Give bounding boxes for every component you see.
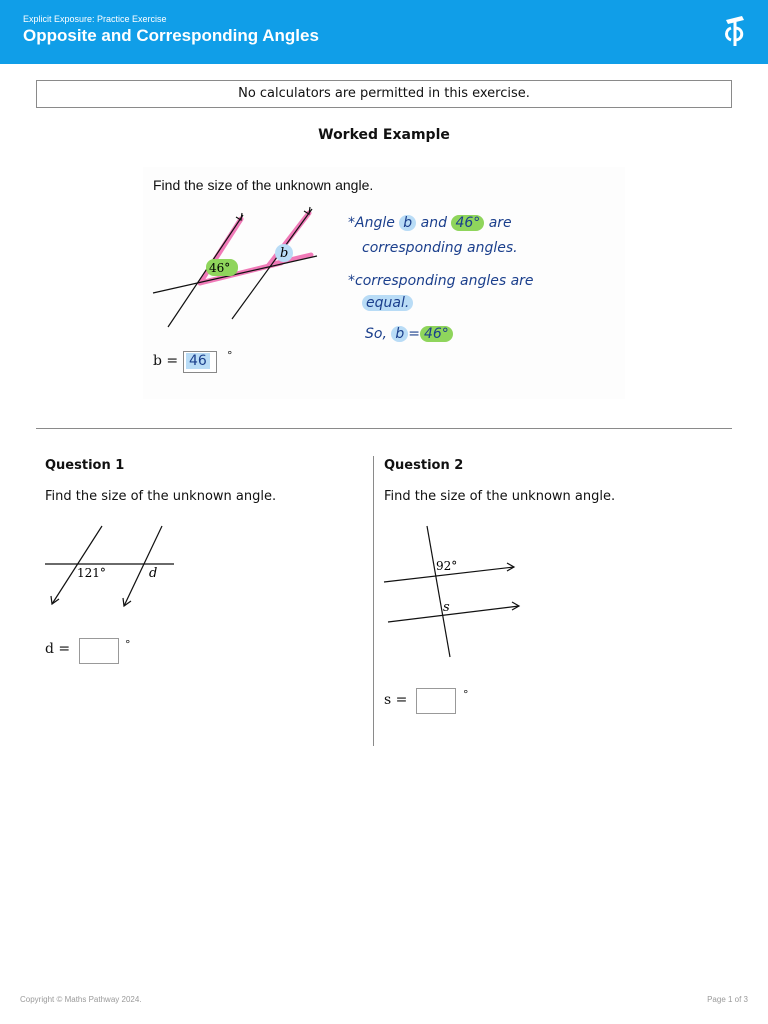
question-2-title: Question 2	[384, 458, 464, 473]
column-divider	[373, 456, 374, 746]
page-header	[0, 0, 768, 64]
note-text: are	[488, 215, 512, 231]
question-2-diagram	[382, 522, 522, 662]
transversal-line	[427, 526, 450, 657]
question-2-answer-label: s =	[384, 692, 408, 708]
worked-example-diagram	[151, 205, 331, 335]
parallel-line	[232, 209, 312, 319]
worked-answer-box	[183, 351, 217, 373]
question-1-diagram	[44, 522, 184, 612]
worked-answer-label: b =	[153, 353, 179, 369]
footer-copyright: Copyright © Maths Pathway 2024.	[20, 995, 142, 1004]
note-line-5	[365, 326, 453, 342]
worked-answer-value: 46	[186, 353, 210, 369]
worked-answer-unit: °	[227, 349, 233, 362]
angle-label-46: 46°	[209, 261, 231, 275]
note-text: =	[408, 326, 420, 342]
worked-example-prompt: Find the size of the unknown angle.	[153, 177, 374, 193]
note-highlight-value: 46°	[420, 326, 453, 342]
question-1-answer-unit: °	[125, 638, 131, 651]
angle-label-92: 92°	[436, 559, 458, 573]
note-highlight-b: b	[391, 326, 408, 342]
worked-example-panel	[143, 167, 625, 399]
note-highlight-b: b	[399, 215, 416, 231]
parallel-arrow-icon	[236, 213, 242, 220]
no-calculators-notice: No calculators are permitted in this exercise.	[36, 80, 732, 108]
unknown-label-b: b	[280, 246, 289, 261]
note-line-4: equal.	[362, 295, 413, 311]
question-1-answer-input[interactable]	[79, 638, 119, 664]
footer-page-number: Page 1 of 3	[707, 995, 748, 1004]
page-title: Opposite and Corresponding Angles	[23, 26, 319, 45]
note-line-2: corresponding angles.	[362, 240, 518, 256]
parallel-line	[388, 606, 519, 622]
maths-pathway-logo-icon	[722, 14, 748, 48]
note-line-1	[348, 215, 512, 231]
question-2-answer-unit: °	[463, 688, 469, 701]
note-line-3: *corresponding angles are	[348, 273, 534, 289]
question-2-answer-input[interactable]	[416, 688, 456, 714]
question-1-prompt: Find the size of the unknown angle.	[45, 489, 277, 504]
question-1-title: Question 1	[45, 458, 125, 473]
section-divider	[36, 428, 732, 429]
unknown-label-d: d	[149, 566, 158, 581]
exercise-subtitle: Explicit Exposure: Practice Exercise	[23, 14, 167, 24]
note-text: So,	[365, 326, 387, 342]
angle-label-121: 121°	[77, 566, 106, 580]
parallel-line	[52, 526, 102, 604]
question-1-answer-label: d =	[45, 641, 71, 657]
note-highlight-value: 46°	[451, 215, 484, 231]
note-text: and	[420, 215, 447, 231]
worked-example-heading: Worked Example	[318, 127, 450, 143]
unknown-label-s: s	[443, 600, 450, 615]
parallel-arrow-icon	[304, 207, 310, 214]
note-text: *Angle	[348, 215, 395, 231]
question-2-prompt: Find the size of the unknown angle.	[384, 489, 616, 504]
